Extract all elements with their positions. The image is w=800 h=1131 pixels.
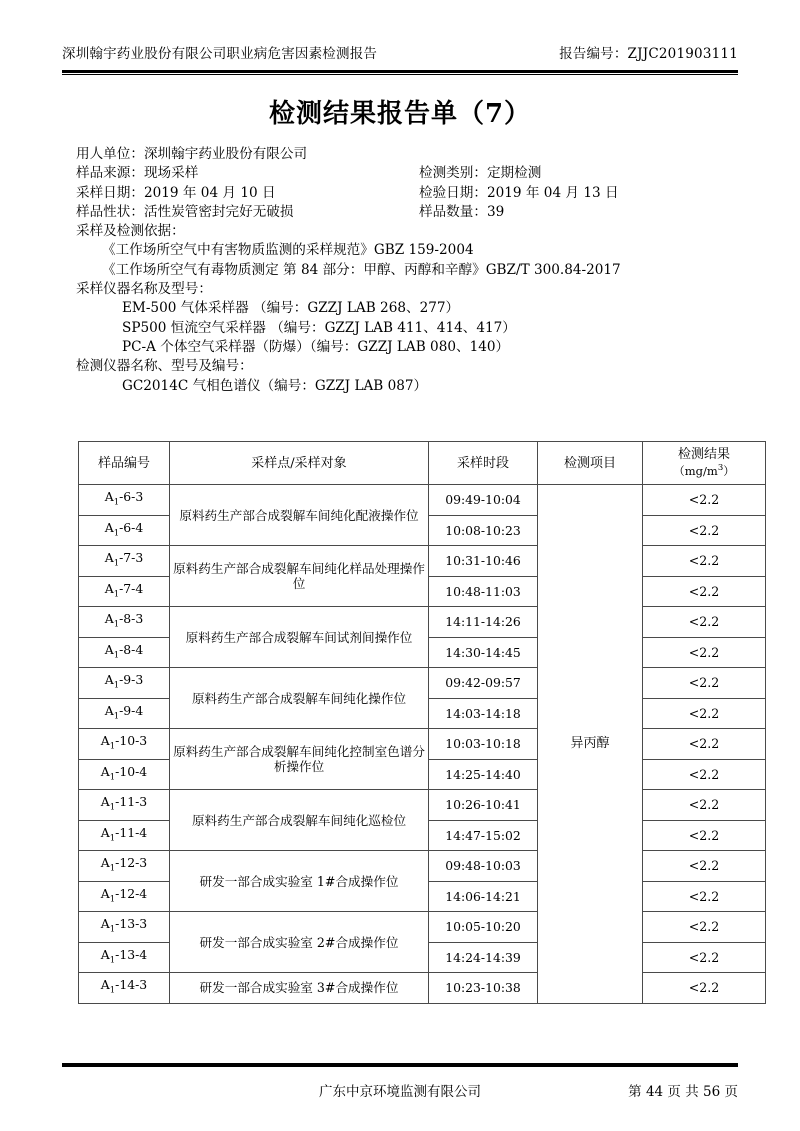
cell-test-result: <2.2 (643, 515, 766, 546)
sample-condition-label: 样品性状： (76, 203, 144, 220)
cell-sample-id: $A_1-7-3$ (79, 546, 170, 577)
cell-sample-time: 14:25-14:40 (429, 759, 538, 790)
cell-test-result: <2.2 (643, 912, 766, 943)
cell-sample-id: $A_1-6-4$ (79, 515, 170, 546)
table-row (79, 607, 766, 638)
cell-sample-id: $A_1-8-3$ (79, 607, 170, 638)
cell-test-result: <2.2 (643, 942, 766, 973)
cell-test-result: <2.2 (643, 607, 766, 638)
sample-source-value: 现场采样 (143, 165, 199, 182)
employer-label: 用人单位： (76, 146, 144, 162)
cell-sample-id: $A_1-14-3$ (79, 973, 170, 1004)
table-header (79, 442, 766, 485)
cell-sample-time: 10:05-10:20 (429, 912, 538, 943)
header-company-title: 深圳翰宇药业股份有限公司职业病危害因素检测报告 (62, 46, 378, 62)
table-row (79, 668, 766, 699)
table-row (79, 546, 766, 577)
table-row (79, 790, 766, 821)
cell-test-result: <2.2 (643, 973, 766, 1004)
cell-test-result: <2.2 (643, 637, 766, 668)
table-header-row (79, 442, 766, 485)
cell-sample-time: 14:03-14:18 (429, 698, 538, 729)
table-body (79, 485, 766, 1004)
cell-test-result: <2.2 (643, 576, 766, 607)
cell-sample-id: $A_1-13-4$ (79, 942, 170, 973)
cell-sample-id: $A_1-11-4$ (79, 820, 170, 851)
cell-sample-time: 10:48-11:03 (429, 576, 538, 607)
cell-sample-point: 原料药生产部合成裂解车间纯化操作位 (170, 668, 429, 729)
cell-test-item: 异丙醇 (538, 485, 643, 1004)
result-header-text: 检测结果 (677, 446, 730, 462)
basis-item: 《工作场所空气有毒物质测定 第 84 部分：甲醇、丙醇和辛醇》GBZ/T 300.84-2017 (102, 261, 621, 278)
report-info-block (76, 145, 740, 396)
sample-count-label: 样品数量： (419, 203, 487, 220)
sampler-heading: 采样仪器名称及型号： (76, 281, 212, 298)
cell-sample-id: $A_1-6-3$ (79, 485, 170, 516)
basis-item: 《工作场所空气中有害物质监测的采样规范》GBZ 159-2004 (102, 242, 474, 259)
cell-sample-time: 10:03-10:18 (429, 729, 538, 760)
sample-count-field (419, 203, 504, 222)
cell-sample-time: 14:24-14:39 (429, 942, 538, 973)
sampling-date-value: 2019 年 04 月 10 日 (143, 184, 276, 201)
info-row-employer (76, 145, 740, 164)
employer-field (76, 145, 307, 164)
cell-sample-point: 原料药生产部合成裂解车间纯化样品处理操作位 (170, 546, 429, 607)
cell-sample-time: 14:11-14:26 (429, 607, 538, 638)
sampler-item: EM-500 气体采样器 （编号：GZZJ LAB 268、277） (122, 300, 460, 317)
column-header-sample-point: 采样点/采样对象 (170, 442, 429, 485)
cell-test-result: <2.2 (643, 881, 766, 912)
cell-sample-id: $A_1-8-4$ (79, 637, 170, 668)
cell-test-result: <2.2 (643, 485, 766, 516)
cell-sample-point: 原料药生产部合成裂解车间纯化配液操作位 (170, 485, 429, 546)
sampler-item: PC-A 个体空气采样器（防爆）（编号：GZZJ LAB 080、140） (122, 338, 510, 355)
detection-results-table (78, 441, 766, 1004)
cell-sample-time: 09:49-10:04 (429, 485, 538, 516)
column-header-test-result (643, 442, 766, 485)
info-row-dates (76, 184, 740, 203)
cell-sample-time: 09:48-10:03 (429, 851, 538, 882)
page-header (62, 42, 738, 62)
sampler-item: SP500 恒流空气采样器 （编号：GZZJ LAB 411、414、417） (122, 319, 516, 336)
employer-value: 深圳翰宇药业股份有限公司 (143, 146, 308, 162)
cell-test-result: <2.2 (643, 546, 766, 577)
info-row-condition-count (76, 203, 740, 222)
table-row (79, 729, 766, 760)
cell-test-result: <2.2 (643, 851, 766, 882)
cell-sample-time: 10:23-10:38 (429, 973, 538, 1004)
sample-condition-value: 活性炭管密封完好无破损 (143, 203, 294, 220)
table-row (79, 973, 766, 1004)
inspection-date-label: 检验日期： (419, 184, 487, 201)
cell-sample-point: 研发一部合成实验室 3#合成操作位 (170, 973, 429, 1004)
footer-company: 广东中京环境监测有限公司 (319, 1084, 481, 1100)
cell-sample-point: 原料药生产部合成裂解车间纯化控制室色谱分析操作位 (170, 729, 429, 790)
cell-sample-id: $A_1-10-3$ (79, 729, 170, 760)
table-row (79, 912, 766, 943)
cell-sample-id: $A_1-9-3$ (79, 668, 170, 699)
header-report-number: 报告编号：ZJJC201903111 (559, 46, 738, 62)
cell-sample-time: 10:31-10:46 (429, 546, 538, 577)
inspection-date-value: 2019 年 04 月 13 日 (486, 184, 619, 201)
cell-sample-id: $A_1-7-4$ (79, 576, 170, 607)
cell-test-result: <2.2 (643, 790, 766, 821)
cell-sample-time: 09:42-09:57 (429, 668, 538, 699)
cell-sample-id: $A_1-11-3$ (79, 790, 170, 821)
instrument-item: GC2014C 气相色谱仪（编号：GZZJ LAB 087） (122, 377, 428, 394)
sample-count-value: 39 (486, 203, 505, 220)
footer-page-number: 第 44 页 共 56 页 (628, 1084, 738, 1100)
basis-heading: 采样及检测依据： (76, 223, 185, 240)
instrument-heading: 检测仪器名称、型号及编号： (76, 358, 253, 375)
result-header-unit: $(mg/m^3)$ (673, 463, 735, 479)
cell-test-result: <2.2 (643, 668, 766, 699)
cell-sample-time: 14:06-14:21 (429, 881, 538, 912)
test-category-field (419, 164, 541, 183)
cell-sample-id: $A_1-12-4$ (79, 881, 170, 912)
column-header-sample-id: 样品编号 (79, 442, 170, 485)
column-header-sample-time: 采样时段 (429, 442, 538, 485)
cell-test-result: <2.2 (643, 759, 766, 790)
cell-sample-point: 研发一部合成实验室 1#合成操作位 (170, 851, 429, 912)
cell-sample-id: $A_1-9-4$ (79, 698, 170, 729)
page-title: 检测结果报告单（7） (268, 99, 532, 129)
test-category-value: 定期检测 (486, 165, 542, 182)
sampling-date-field (76, 184, 276, 203)
cell-test-result: <2.2 (643, 729, 766, 760)
cell-test-result: <2.2 (643, 820, 766, 851)
sample-source-label: 样品来源： (76, 165, 144, 182)
cell-sample-time: 10:26-10:41 (429, 790, 538, 821)
cell-sample-id: $A_1-10-4$ (79, 759, 170, 790)
cell-test-result: <2.2 (643, 698, 766, 729)
cell-sample-id: $A_1-13-3$ (79, 912, 170, 943)
cell-sample-time: 14:30-14:45 (429, 637, 538, 668)
cell-sample-point: 原料药生产部合成裂解车间试剂间操作位 (170, 607, 429, 668)
sampling-date-label: 采样日期： (76, 184, 144, 201)
cell-sample-time: 14:47-15:02 (429, 820, 538, 851)
test-category-label: 检测类别： (419, 165, 487, 182)
inspection-date-field (419, 184, 619, 203)
sample-source-field (76, 164, 198, 183)
column-header-test-item: 检测项目 (538, 442, 643, 485)
cell-sample-time: 10:08-10:23 (429, 515, 538, 546)
footer-divider (62, 1063, 738, 1067)
table-row (79, 485, 766, 516)
cell-sample-point: 原料药生产部合成裂解车间纯化巡检位 (170, 790, 429, 851)
table-row (79, 851, 766, 882)
cell-sample-id: $A_1-12-3$ (79, 851, 170, 882)
sample-condition-field (76, 203, 294, 222)
header-divider (62, 70, 738, 75)
info-row-source-category (76, 164, 740, 183)
cell-sample-point: 研发一部合成实验室 2#合成操作位 (170, 912, 429, 973)
